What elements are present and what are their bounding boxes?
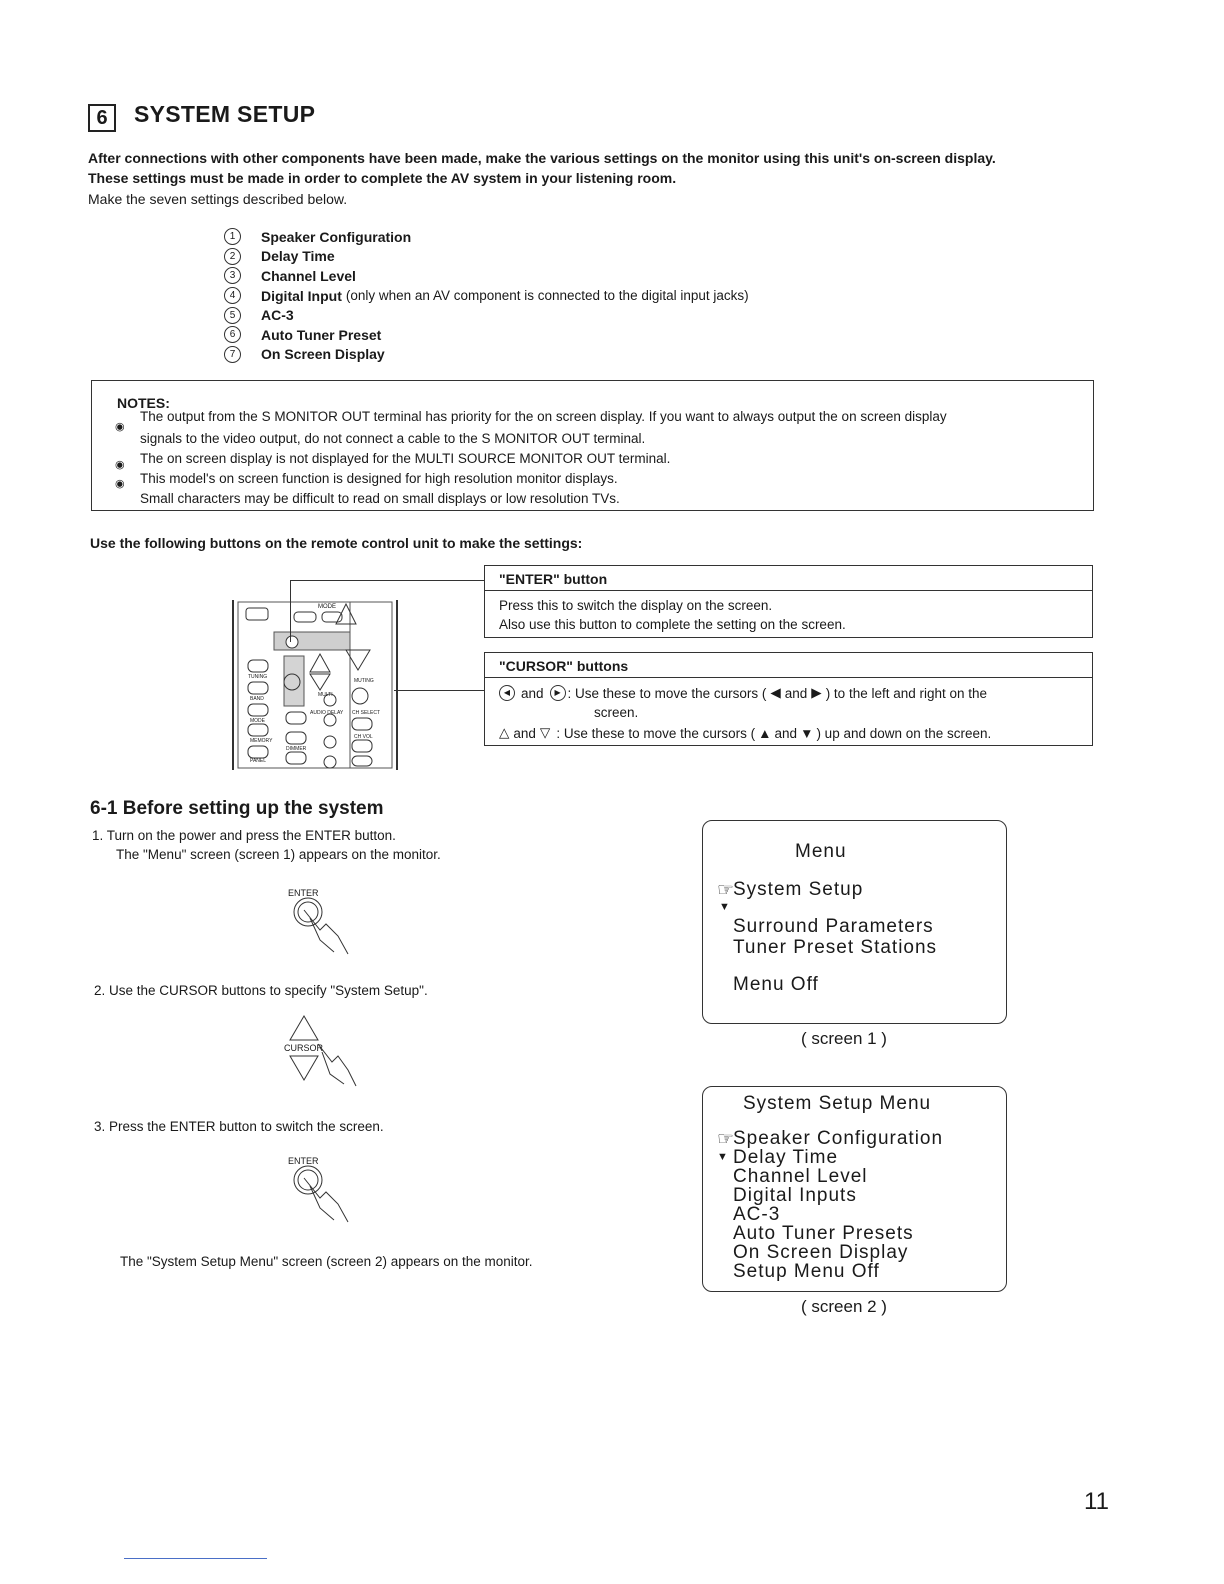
menu-item: Auto Tuner Presets bbox=[733, 1223, 914, 1244]
screen-title: System Setup Menu bbox=[743, 1093, 932, 1114]
note-line: Small characters may be difficult to read on small displays or low resolution TVs. bbox=[140, 491, 620, 506]
remote-label: PANEL bbox=[250, 758, 267, 764]
circled-number: 5 bbox=[224, 307, 241, 324]
menu-item: Tuner Preset Stations bbox=[733, 937, 938, 958]
cursor-buttons-box bbox=[484, 652, 1093, 746]
menu-item: On Screen Display bbox=[733, 1242, 909, 1263]
enter-box-line: Also use this button to complete the setting on the screen. bbox=[499, 617, 846, 632]
cursor-desc: ) to the left and right on the bbox=[825, 685, 988, 701]
settings-label: AC-3 bbox=[261, 307, 294, 324]
remote-label: MUTING bbox=[354, 678, 374, 684]
enter-box-line: Press this to switch the display on the screen. bbox=[499, 598, 773, 613]
note-line: This model's on screen function is designed for high resolution monitor displays. bbox=[140, 471, 618, 486]
right-arrow-icon: ▶ bbox=[811, 685, 822, 700]
notes-box bbox=[91, 380, 1094, 511]
settings-label: Speaker Configuration bbox=[261, 228, 412, 245]
divider bbox=[485, 677, 1092, 678]
menu-item: Surround Parameters bbox=[733, 916, 934, 937]
hand-pressing-enter-icon bbox=[290, 896, 360, 958]
right-cursor-icon: ▶ bbox=[550, 685, 566, 701]
settings-item bbox=[224, 227, 749, 247]
remote-label: CH SELECT bbox=[352, 710, 381, 716]
settings-item bbox=[224, 286, 749, 306]
cursor-down-icon: ▼ bbox=[719, 901, 731, 913]
cursor-desc: : Use these to move the cursors ( bbox=[567, 685, 767, 701]
enter-leader-line bbox=[290, 580, 484, 581]
left-cursor-icon: ◀ bbox=[499, 685, 515, 701]
bullet-icon: ◉ bbox=[115, 459, 125, 471]
cursor-desc: : Use these to move the cursors ( bbox=[556, 725, 756, 741]
settings-note: (only when an AV component is connected to the digital input jacks) bbox=[345, 288, 749, 304]
bullet-icon: ◉ bbox=[115, 478, 125, 490]
enter-label: ENTER bbox=[288, 888, 319, 898]
step-1-line-2: The "Menu" screen (screen 1) appears on the monitor. bbox=[116, 847, 441, 862]
remote-label: MODE bbox=[318, 604, 336, 610]
remote-label: AUDIO DELAY bbox=[310, 710, 344, 716]
screen-title: Menu bbox=[795, 841, 847, 862]
settings-label: Channel Level bbox=[261, 267, 356, 284]
remote-instructions: Use the following buttons on the remote control unit to make the settings: bbox=[90, 535, 583, 551]
remote-control-icon bbox=[234, 600, 396, 770]
remote-label: TUNING bbox=[248, 674, 268, 680]
settings-label: On Screen Display bbox=[261, 346, 385, 363]
menu-item: Setup Menu Off bbox=[733, 1261, 880, 1282]
remote-label: MODE bbox=[250, 718, 265, 724]
menu-item: AC-3 bbox=[733, 1204, 781, 1225]
circled-number: 4 bbox=[224, 287, 241, 304]
remote-control-illustration bbox=[232, 600, 398, 770]
screen-2-caption: ( screen 2 ) bbox=[801, 1297, 887, 1316]
menu-item: Menu Off bbox=[733, 974, 819, 995]
note-line: The output from the S MONITOR OUT terminal has priority for the on screen display. If you want to always output the on screen display bbox=[140, 409, 947, 424]
cursor-desc: screen. bbox=[594, 705, 639, 720]
circled-number: 2 bbox=[224, 248, 241, 265]
settings-item bbox=[224, 266, 749, 286]
up-arrow-icon: ▲ bbox=[758, 725, 772, 741]
settings-label: Auto Tuner Preset bbox=[261, 326, 382, 343]
enter-box-title: "ENTER" button bbox=[499, 571, 608, 587]
settings-item bbox=[224, 325, 749, 345]
screen-2-system-setup-menu bbox=[702, 1086, 1007, 1292]
circled-number: 1 bbox=[224, 228, 241, 245]
settings-item bbox=[224, 305, 749, 325]
pointer-hand-icon: ☞ bbox=[717, 1129, 736, 1150]
screen-1-caption: ( screen 1 ) bbox=[801, 1029, 887, 1048]
subsection-title: 6-1 Before setting up the system bbox=[90, 798, 384, 819]
section-title: SYSTEM SETUP bbox=[134, 101, 316, 127]
intro-bold-line-1: After connections with other components have been made, make the various settings on the monitor using this unit's on-screen display. bbox=[88, 150, 996, 166]
settings-item bbox=[224, 345, 749, 365]
screen-1-menu bbox=[702, 820, 1007, 1024]
settings-list bbox=[224, 227, 749, 364]
circled-number: 6 bbox=[224, 326, 241, 343]
cursor-up-down-row bbox=[499, 725, 991, 741]
cursor-label: CURSOR bbox=[284, 1043, 324, 1053]
bullet-icon: ◉ bbox=[115, 421, 125, 433]
settings-item bbox=[224, 247, 749, 267]
menu-item: Digital Inputs bbox=[733, 1185, 857, 1206]
footer-rule bbox=[124, 1558, 267, 1559]
step-1-line-1: 1. Turn on the power and press the ENTER button. bbox=[92, 828, 396, 843]
intro-line: Make the seven settings described below. bbox=[88, 191, 348, 207]
settings-label: Digital Input bbox=[261, 287, 342, 304]
menu-item: Speaker Configuration bbox=[733, 1128, 944, 1149]
note-line: signals to the video output, do not connect a cable to the S MONITOR OUT terminal. bbox=[140, 431, 646, 446]
and-text: and bbox=[521, 685, 544, 701]
enter-leader-line bbox=[290, 580, 291, 642]
left-arrow-icon: ◀ bbox=[770, 685, 781, 700]
down-arrow-icon: ▼ bbox=[800, 725, 814, 741]
divider bbox=[485, 590, 1092, 591]
and-text: and bbox=[784, 685, 808, 701]
hand-pressing-enter-icon bbox=[290, 1164, 360, 1226]
up-triangle-icon: △ bbox=[499, 725, 510, 740]
menu-item: System Setup bbox=[733, 879, 864, 900]
cursor-desc: ) up and down on the screen. bbox=[816, 725, 992, 741]
circled-number: 7 bbox=[224, 346, 241, 363]
enter-label: ENTER bbox=[288, 1156, 319, 1166]
step-3-result: The "System Setup Menu" screen (screen 2) appears on the monitor. bbox=[120, 1254, 533, 1269]
notes-title: NOTES: bbox=[117, 395, 170, 411]
pointer-hand-icon: ☞ bbox=[717, 880, 736, 901]
and-text: and bbox=[513, 725, 536, 741]
and-text: and bbox=[774, 725, 798, 741]
remote-label: CH VOL bbox=[354, 734, 373, 740]
settings-label: Delay Time bbox=[261, 248, 335, 265]
step-2: 2. Use the CURSOR buttons to specify "System Setup". bbox=[94, 983, 428, 998]
step-3: 3. Press the ENTER button to switch the screen. bbox=[94, 1119, 384, 1134]
enter-button-box bbox=[484, 565, 1093, 638]
section-number-box: 6 bbox=[88, 104, 116, 132]
cursor-left-right-row bbox=[499, 685, 987, 701]
menu-item: Delay Time bbox=[733, 1147, 839, 1168]
down-triangle-icon: ▽ bbox=[539, 725, 551, 740]
intro-bold-line-2: These settings must be made in order to complete the AV system in your listening room. bbox=[88, 170, 677, 186]
cursor-leader-line bbox=[394, 690, 484, 691]
page-number: 11 bbox=[1084, 1488, 1109, 1515]
cursor-down-icon: ▼ bbox=[717, 1151, 729, 1163]
remote-label: BAND bbox=[250, 696, 264, 702]
circled-number: 3 bbox=[224, 267, 241, 284]
remote-label: MULTI bbox=[318, 692, 333, 698]
remote-label: MEMORY bbox=[250, 738, 273, 744]
menu-item: Channel Level bbox=[733, 1166, 868, 1187]
cursor-box-title: "CURSOR" buttons bbox=[499, 658, 629, 674]
remote-label: DIMMER bbox=[286, 746, 307, 752]
note-line: The on screen display is not displayed for the MULTI SOURCE MONITOR OUT terminal. bbox=[140, 451, 671, 466]
